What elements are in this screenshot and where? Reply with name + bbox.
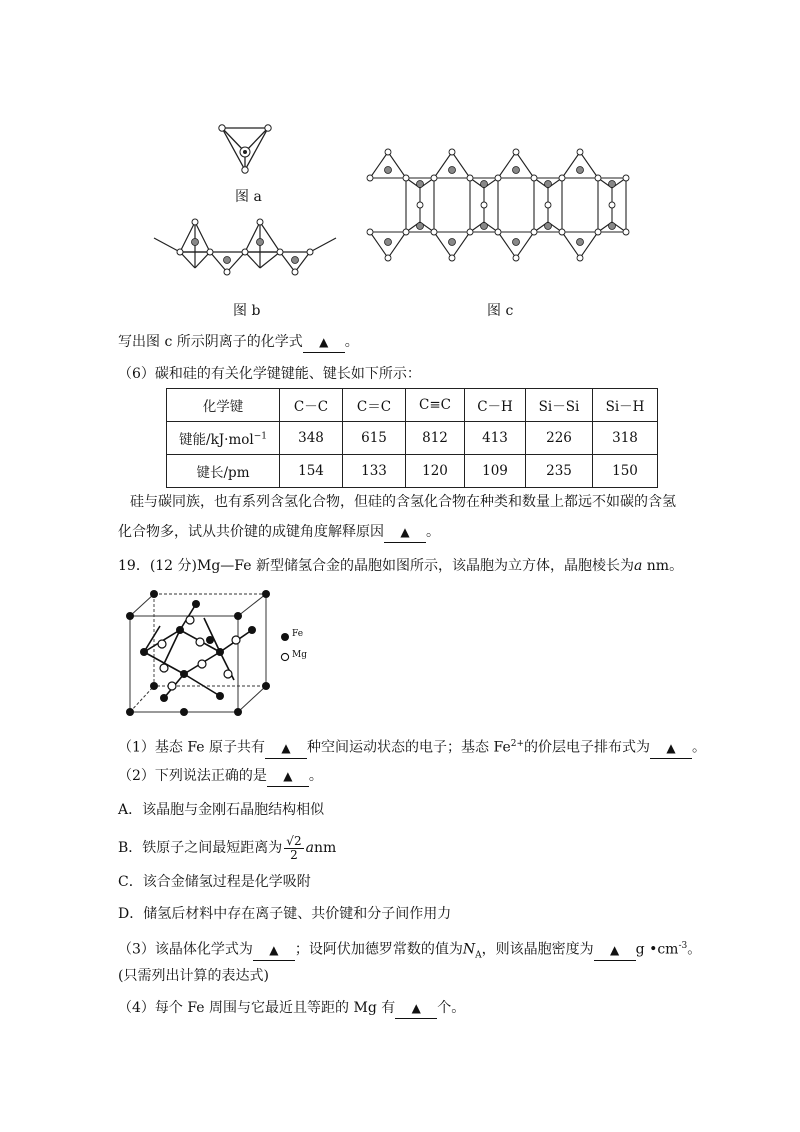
option-c[interactable]: C．该合金储氢过程是化学吸附 bbox=[118, 874, 311, 890]
question-19-part-1: （1）基态 Fe 原子共有 ▲ 种空间运动状态的电子；基态 $Fe^{2+}$的价层电子排布式为 ▲ 。 bbox=[118, 734, 706, 759]
answer-blank[interactable]: ▲ bbox=[267, 766, 309, 787]
table-cell: Si－H bbox=[593, 389, 658, 422]
answer-blank[interactable]: ▲ bbox=[384, 522, 426, 543]
table-cell: 413 bbox=[465, 422, 526, 455]
figure-b-chain bbox=[150, 212, 340, 282]
table-cell: 120 bbox=[406, 455, 465, 488]
legend-mg-marker bbox=[280, 652, 290, 662]
table-cell: 150 bbox=[593, 455, 658, 488]
option-b[interactable]: B．铁原子之间最短距离为 $\frac{√2}{2}$ anm bbox=[118, 833, 337, 862]
table-cell: C＝C bbox=[343, 389, 406, 422]
question-anion-formula: 写出图 c 所示阴离子的化学式 ▲ 。 bbox=[118, 332, 359, 353]
table-cell: 109 bbox=[465, 455, 526, 488]
question-19-part-3-note: (只需列出计算的表达式) bbox=[118, 968, 269, 984]
figure-a-label: 图 a bbox=[235, 189, 262, 205]
legend-fe-marker bbox=[280, 632, 290, 642]
table-cell: 键长/pm bbox=[167, 455, 280, 488]
table-row-header bbox=[167, 389, 658, 422]
table-cell: C－C bbox=[280, 389, 343, 422]
table-row-energy bbox=[167, 422, 658, 455]
table-cell: 348 bbox=[280, 422, 343, 455]
table-cell: 318 bbox=[593, 422, 658, 455]
question-19-part-2: （2）下列说法正确的是 ▲ 。 bbox=[118, 766, 323, 787]
table-cell: 化学键 bbox=[167, 389, 280, 422]
answer-blank[interactable]: ▲ bbox=[265, 738, 307, 759]
fraction-sqrt2-over-2: $\frac{√2}{2}$ bbox=[286, 833, 302, 862]
answer-blank[interactable]: ▲ bbox=[594, 940, 636, 961]
question-19-part-3: （3）该晶体化学式为 ▲ ；设阿伏加德罗常数的值为$N_A$，则该晶胞密度为 ▲ g $•cm^{-3}$。 bbox=[118, 941, 702, 961]
figure-a-tetrahedron bbox=[210, 118, 280, 178]
option-d[interactable]: D．储氢后材料中存在离子键、共价键和分子间作用力 bbox=[118, 906, 452, 922]
table-cell: 235 bbox=[526, 455, 593, 488]
question-6-paragraph-line1: 硅与碳同族，也有系列含氢化合物，但硅的含氢化合物在种类和数量上都远不如碳的含氢 bbox=[130, 494, 676, 510]
table-row-length bbox=[167, 455, 658, 488]
table-cell: 154 bbox=[280, 455, 343, 488]
legend-fe-label: Fe bbox=[292, 629, 304, 639]
table-cell: 615 bbox=[343, 422, 406, 455]
table-cell: C≡C bbox=[406, 389, 465, 422]
question-19-part-4: （4）每个 Fe 周围与它最近且等距的 Mg 有 ▲ 个。 bbox=[118, 998, 465, 1019]
legend-mg-label: Mg bbox=[292, 650, 307, 660]
answer-blank[interactable]: ▲ bbox=[253, 940, 295, 961]
table-cell: 226 bbox=[526, 422, 593, 455]
table-cell: 812 bbox=[406, 422, 465, 455]
answer-blank[interactable]: ▲ bbox=[303, 332, 345, 353]
question-6-paragraph-line2: 化合物多，试从共价键的成键角度解释原因 ▲ 。 bbox=[118, 522, 440, 543]
bond-data-table bbox=[166, 388, 658, 488]
answer-blank[interactable]: ▲ bbox=[395, 998, 437, 1019]
figure-c-label: 图 c bbox=[487, 303, 514, 319]
figure-c-network bbox=[362, 138, 638, 273]
option-a[interactable]: A．该晶胞与金刚石晶胞结构相似 bbox=[118, 802, 325, 818]
question-19-heading: 19．(12 分)Mg—Fe 新型储氢合金的晶胞如图所示，该晶胞为立方体，晶胞棱长为a nm。 bbox=[118, 558, 684, 574]
table-cell: 133 bbox=[343, 455, 406, 488]
figure-b-label: 图 b bbox=[233, 303, 261, 319]
unit-cell-figure bbox=[124, 590, 274, 718]
table-cell: Si－Si bbox=[526, 389, 593, 422]
question-6-intro: （6）碳和硅的有关化学键键能、键长如下所示： bbox=[118, 366, 421, 382]
table-cell: 键能/kJ·mol$^{-1}$ bbox=[167, 422, 280, 455]
table-cell: C－H bbox=[465, 389, 526, 422]
answer-blank[interactable]: ▲ bbox=[650, 738, 692, 759]
